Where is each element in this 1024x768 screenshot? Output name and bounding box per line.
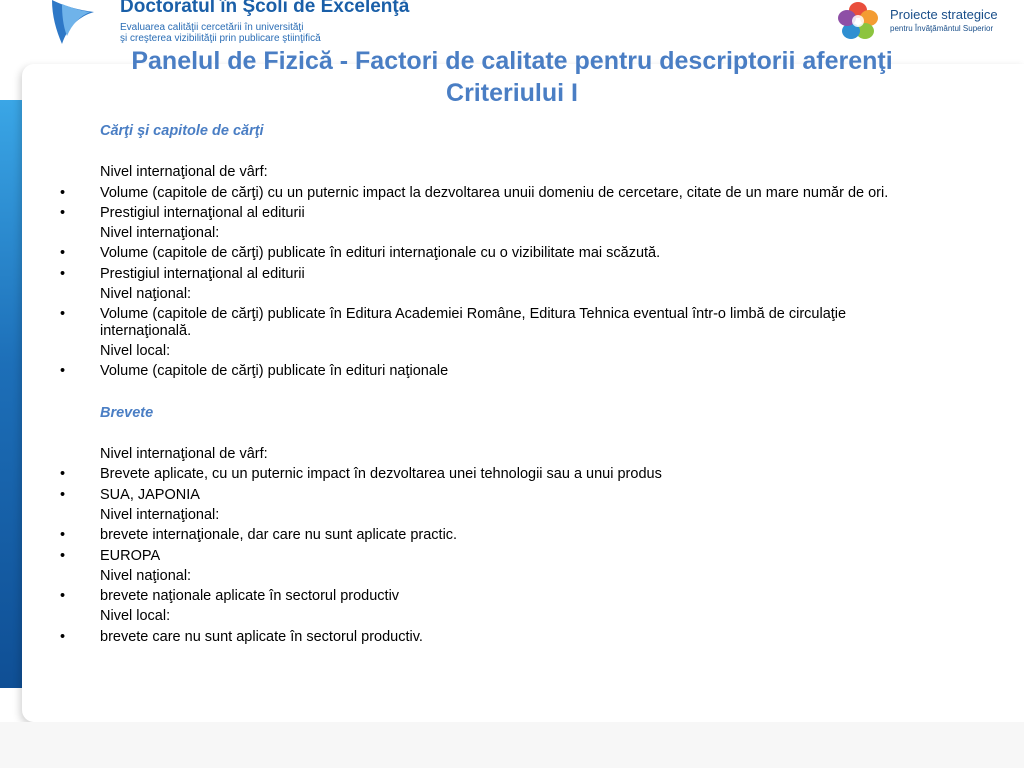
list-item	[0, 446, 1024, 463]
bullet-item	[0, 466, 1024, 483]
list-item-text: Nivel naţional:	[100, 567, 192, 584]
water-drop-logo-icon	[50, 0, 110, 46]
list-item-text: Nivel internaţional de vârf:	[100, 446, 268, 463]
list-item-text: SUA, JAPONIA	[100, 486, 200, 503]
doctoral-schools-logo	[50, 0, 430, 48]
list-item-text: brevete internaţionale, dar care nu sunt aplicate practic.	[100, 527, 458, 544]
bullet-item	[0, 266, 1024, 283]
bullet-icon: •	[60, 245, 66, 262]
bullet-item	[0, 306, 1024, 339]
bullet-icon: •	[60, 527, 66, 544]
list-item-text: Nivel internaţional:	[100, 506, 220, 523]
bullet-icon: •	[60, 466, 66, 483]
bullet-icon: •	[60, 204, 66, 221]
list-item-text: EUROPA	[100, 547, 161, 564]
bullet-icon: •	[60, 265, 66, 282]
strategic-projects-subtitle: pentru Învăţământul Superior	[890, 24, 994, 33]
list-item-text: Brevete aplicate, cu un puternic impact în dezvoltarea unei tehnologii sau a unui produs	[100, 466, 662, 483]
bullet-icon: •	[60, 588, 66, 605]
list-item-text: Nivel naţional:	[100, 286, 192, 303]
page-title	[30, 45, 994, 109]
bullet-item	[0, 245, 1024, 262]
list-item-text: brevete care nu sunt aplicate în sectorul productiv.	[100, 628, 423, 645]
list-item-text: Volume (capitole de cărţi) publicate în Editura Academiei Române, Editura Tehnica eventual într-o limbă de circulaţie internaţională.	[100, 306, 847, 339]
bullet-icon: •	[60, 486, 66, 503]
logo-subtitle-line1: Evaluarea calităţii cercetării în universităţi	[120, 22, 304, 33]
list-item	[0, 507, 1024, 524]
list-item-text: Prestigiul internaţional al editurii	[100, 204, 305, 221]
bullet-icon: •	[60, 306, 66, 323]
page-title-line2: Criteriului I	[446, 79, 578, 107]
list-item-text: Nivel internaţional de vârf:	[100, 164, 268, 181]
page-title-line1: Panelul de Fizică - Factori de calitate pentru descriptorii aferenţi	[131, 47, 893, 75]
list-item-text: brevete naţionale aplicate în sectorul productiv	[100, 588, 400, 605]
footer-strip	[0, 722, 1024, 768]
list-item-text: Nivel local:	[100, 608, 171, 625]
section-heading-patents: Brevete	[100, 404, 154, 421]
bullet-item	[0, 629, 1024, 646]
strategic-projects-title: Proiecte strategice	[890, 7, 998, 22]
list-item	[0, 286, 1024, 303]
bullet-item	[0, 205, 1024, 222]
section-heading-books: Cărţi şi capitole de cărţi	[100, 123, 264, 139]
bullet-item	[0, 363, 1024, 380]
list-item-text: Prestigiul internaţional al editurii	[100, 265, 305, 282]
bullet-item	[0, 588, 1024, 605]
logo-title: Doctoratul în Şcoli de Excelenţă	[120, 0, 410, 17]
list-item	[0, 343, 1024, 360]
bullet-item	[0, 185, 1024, 202]
list-item-text: Nivel internaţional:	[100, 225, 220, 242]
bullet-icon: •	[60, 628, 66, 645]
list-item	[0, 164, 1024, 181]
flower-logo-icon	[836, 0, 880, 42]
list-item-text: Volume (capitole de cărţi) cu un puternic impact la dezvoltarea unuii domeniu de cercetare, citate de un mare număr de ori.	[100, 184, 889, 201]
bullet-icon: •	[60, 363, 66, 380]
strategic-projects-logo	[836, 0, 1024, 44]
bullet-item	[0, 487, 1024, 504]
list-item-text: Volume (capitole de cărţi) publicate în edituri naţionale	[100, 363, 449, 380]
slide-content	[0, 123, 1024, 649]
bullet-item	[0, 548, 1024, 565]
list-item	[0, 608, 1024, 625]
list-item	[0, 225, 1024, 242]
list-item-text: Volume (capitole de cărţi) publicate în edituri internaţionale cu o vizibilitate mai scăzută.	[100, 245, 661, 262]
bullet-item	[0, 527, 1024, 544]
logo-subtitle-line2: şi creşterea vizibilităţii prin publicare ştiinţifică	[120, 33, 321, 44]
list-item	[0, 568, 1024, 585]
bullet-icon: •	[60, 547, 66, 564]
bullet-icon: •	[60, 184, 66, 201]
list-item-text: Nivel local:	[100, 343, 171, 360]
